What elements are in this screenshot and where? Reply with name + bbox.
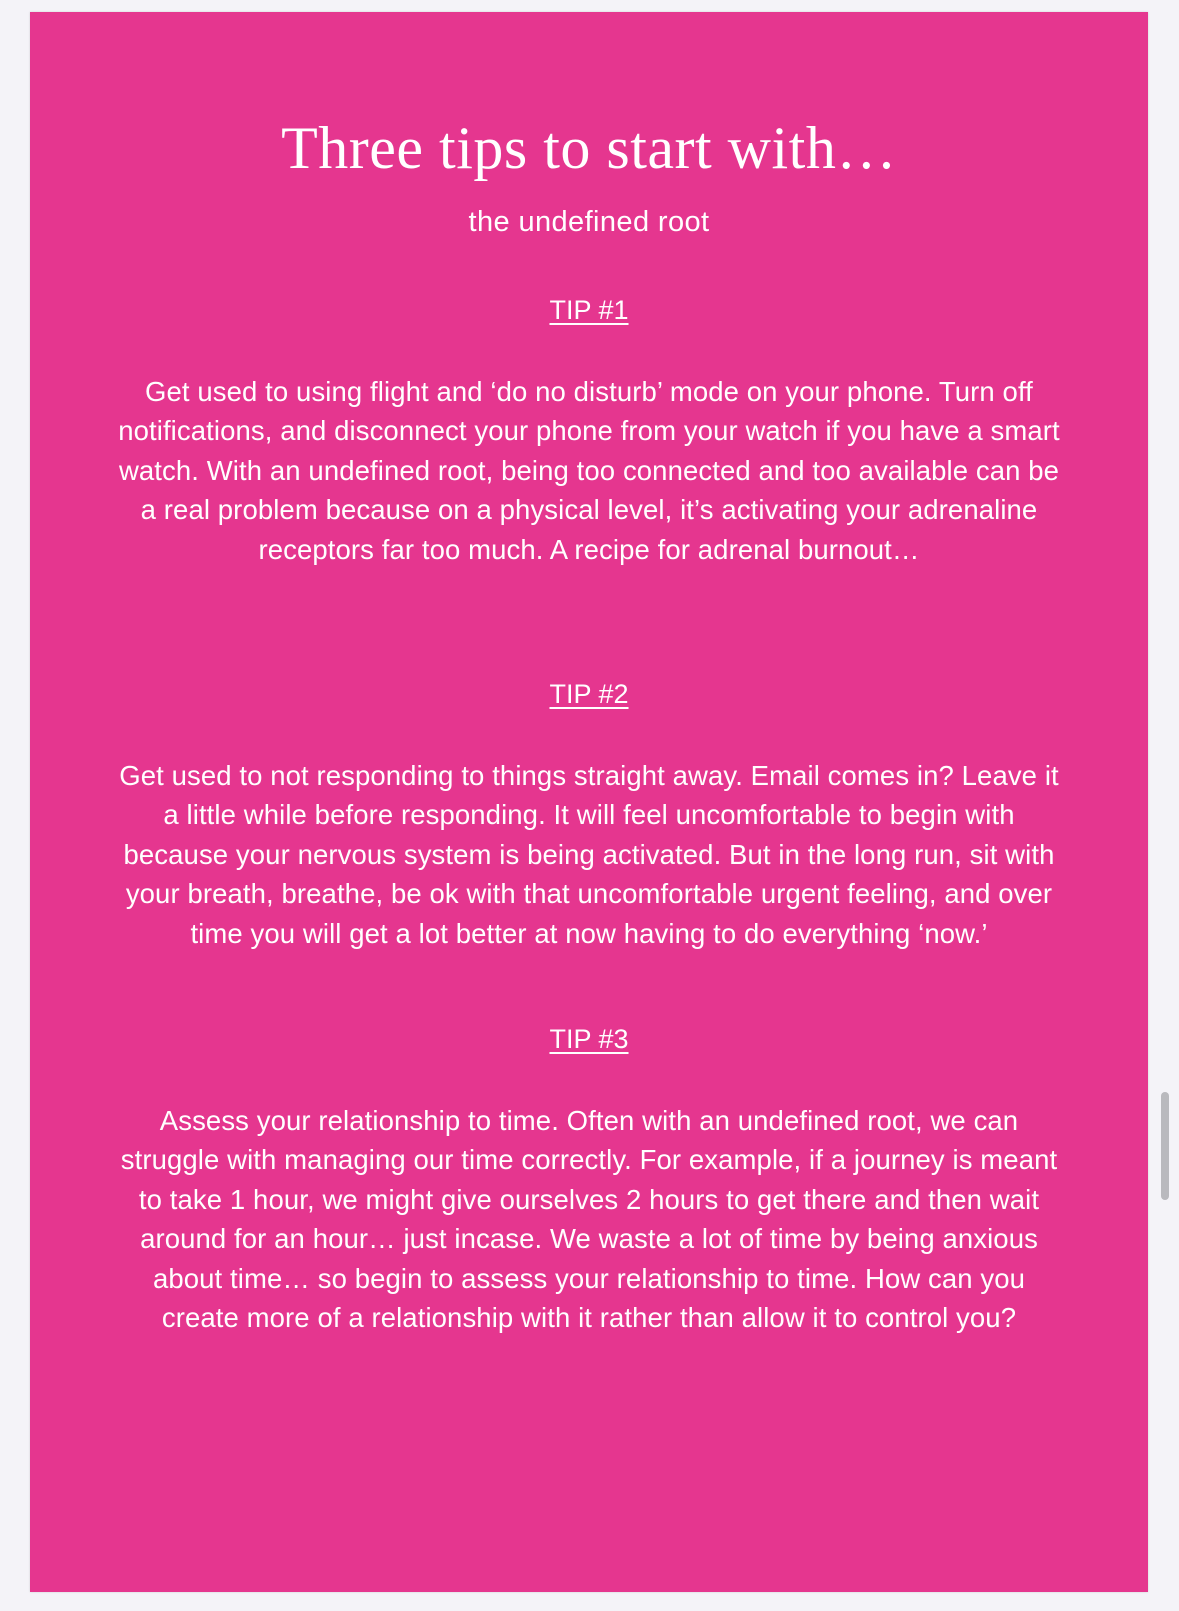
vertical-scrollbar[interactable]: [1161, 1092, 1169, 1200]
tip-3-body: Assess your relationship to time. Often with an undefined root, we can struggle with managing our time correctly. For example, if a journey is meant to take 1 hour, we might give ourselves 2 hours to get there and then wait around for an hour… just incase. We waste a lot of time by being anxious about time… so begin to assess your relationship to time. How can you create more of a relationship with it rather than allow it to control you?: [120, 1105, 1058, 1334]
tip-3-heading: TIP #3: [549, 1024, 629, 1054]
page-title: Three tips to start with…: [281, 115, 897, 181]
document-page: [30, 12, 1148, 1592]
tip-2-body: Get used to not responding to things straight away. Email comes in? Leave it a little while before responding. It will feel uncomfortable to begin with because your nervous system is being activated. But in the long run, sit with your breath, breathe, be ok with that uncomfortable urgent feeling, and over time you will get a lot better at now having to do everything ‘now.’: [119, 760, 1059, 949]
tip-1-body: Get used to using flight and ‘do no disturb’ mode on your phone. Turn off notifications, and disconnect your phone from your watch if you have a smart watch. With an undefined root, being too connected and too available can be a real problem because on a physical level, it’s activating your adrenaline receptors far too much. A recipe for adrenal burnout…: [118, 376, 1060, 565]
page-subtitle: the undefined root: [468, 206, 710, 238]
tip-1-heading: TIP #1: [549, 295, 629, 325]
tip-2-heading: TIP #2: [549, 679, 629, 709]
